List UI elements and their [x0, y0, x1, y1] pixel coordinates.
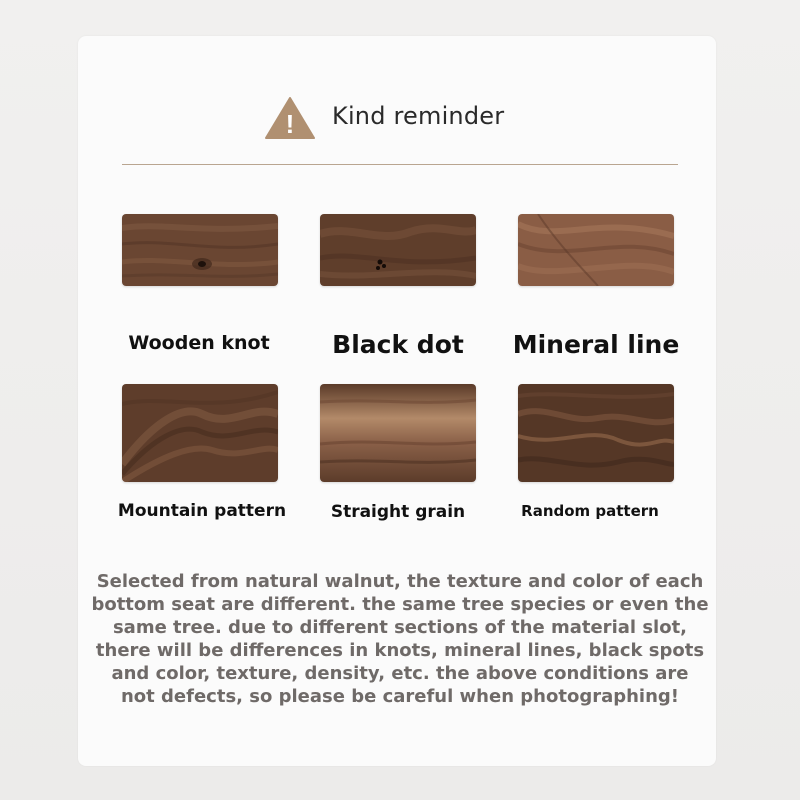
swatch-label-mineral-line: Mineral line: [512, 330, 680, 359]
svg-text:!: !: [285, 109, 295, 139]
wood-swatch-black-dot: [320, 214, 476, 286]
page-title: Kind reminder: [332, 102, 505, 130]
wood-swatch-straight-grain: [320, 384, 476, 482]
wood-swatch-wooden-knot: [122, 214, 278, 286]
swatch-label-random-pattern: Random pattern: [521, 502, 659, 520]
swatch-label-wooden-knot: Wooden knot: [128, 332, 270, 354]
disclaimer-line: not defects, so please be careful when photographing!: [120, 686, 680, 707]
swatch-label-straight-grain: Straight grain: [330, 502, 466, 522]
wood-swatch-random-pattern: [518, 384, 674, 482]
wood-swatch-mountain-pattern: [122, 384, 278, 482]
disclaimer-line: same tree. due to different sections of the material slot,: [112, 617, 688, 638]
disclaimer-text: [80, 570, 720, 708]
reminder-header: [0, 96, 800, 142]
disclaimer-line: Selected from natural walnut, the texture and color of each: [96, 571, 704, 592]
wood-swatch-mineral-line: [518, 214, 674, 286]
disclaimer-line: there will be differences in knots, mineral lines, black spots: [95, 640, 705, 661]
swatch-label-black-dot: Black dot: [332, 330, 464, 359]
swatch-label-mountain-pattern: Mountain pattern: [117, 501, 287, 521]
warning-icon: [264, 96, 316, 140]
disclaimer-line: and color, texture, density, etc. the above conditions are: [111, 663, 689, 684]
disclaimer-line: bottom seat are different. the same tree species or even the: [91, 594, 709, 615]
divider: [122, 164, 678, 165]
